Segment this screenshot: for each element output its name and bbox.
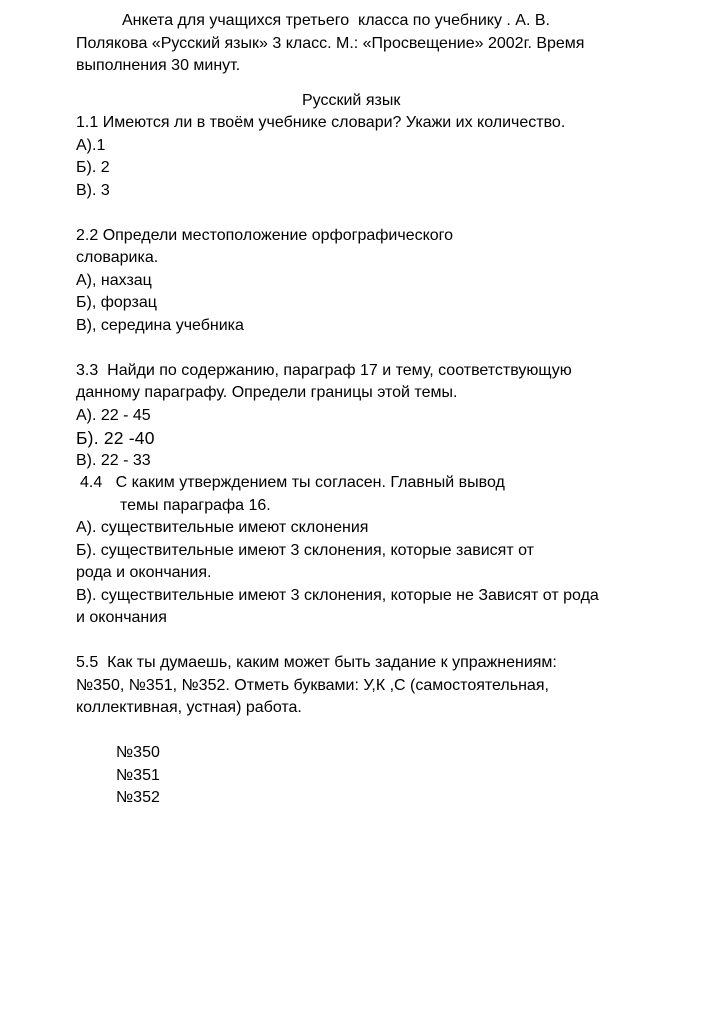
question-4-text-line-2: темы параграфа 16.	[120, 496, 271, 514]
question-4-option-c: В). существительные имеют 3 склонения, которые не Зависят от рода	[76, 586, 599, 604]
question-2-option-b: Б), форзац	[76, 294, 157, 311]
question-1-option-a: А).1	[76, 136, 106, 154]
question-2-text-line-2: словарика.	[76, 249, 159, 266]
header-line-3: выполнения 30 минут.	[76, 57, 241, 74]
spacer	[76, 78, 716, 90]
question-4-text-line-1: 4.4 С каким утверждением ты согласен. Главный вывод	[80, 474, 505, 491]
exercise-item: №351	[116, 766, 160, 784]
exercise-item: №350	[116, 744, 160, 761]
question-5-text-line-1: 5.5 Как ты думаешь, каким может быть задание к упражнениям:	[76, 654, 557, 671]
question-2-text-line-1: 2.2 Определи местоположение орфографического	[76, 226, 454, 244]
question-2-option-c: В), середина учебника	[76, 316, 244, 334]
exercise-item: №352	[116, 789, 160, 806]
question-5-text-line-3: коллективная, устная) работа.	[76, 699, 302, 716]
header-line-1: Анкета для учащихся третьего класса по учебнику . А. В.	[122, 12, 550, 29]
question-3-option-b: Б). 22 -40	[76, 428, 155, 448]
question-2-option-a: А), нахзац	[76, 271, 152, 289]
spacer	[76, 630, 716, 653]
spacer	[76, 720, 716, 743]
question-3-text-line-1: 3.3 Найди по содержанию, параграф 17 и тему, соответствующую	[76, 361, 572, 379]
question-4-option-a: А). существительные имеют склонения	[76, 519, 369, 536]
question-3-text-line-2: данному параграфу. Определи границы этой темы.	[76, 384, 458, 401]
spacer	[76, 337, 716, 360]
document-page	[76, 10, 716, 810]
spacer	[76, 202, 716, 225]
question-4-option-b: Б). существительные имеют 3 склонения, которые зависят от	[76, 541, 534, 559]
question-1-option-c: В). 3	[76, 181, 110, 199]
question-3-option-a: А). 22 - 45	[76, 406, 151, 424]
header-line-2: Полякова «Русский язык» 3 класс. М.: «Просвещение» 2002г. Время	[76, 34, 585, 52]
question-4-option-c-cont: и окончания	[76, 609, 167, 626]
question-5-text-line-2: №350, №351, №352. Отметь буквами: У,К ,С (самостоятельная,	[76, 676, 549, 694]
question-4-option-b-cont: рода и окончания.	[76, 564, 212, 581]
section-title: Русский язык	[302, 91, 401, 109]
question-1-text: 1.1 Имеются ли в твоём учебнике словари? Укажи их количество.	[76, 114, 566, 131]
question-1-option-b: Б). 2	[76, 159, 110, 176]
question-3-option-c: В). 22 - 33	[76, 451, 151, 469]
